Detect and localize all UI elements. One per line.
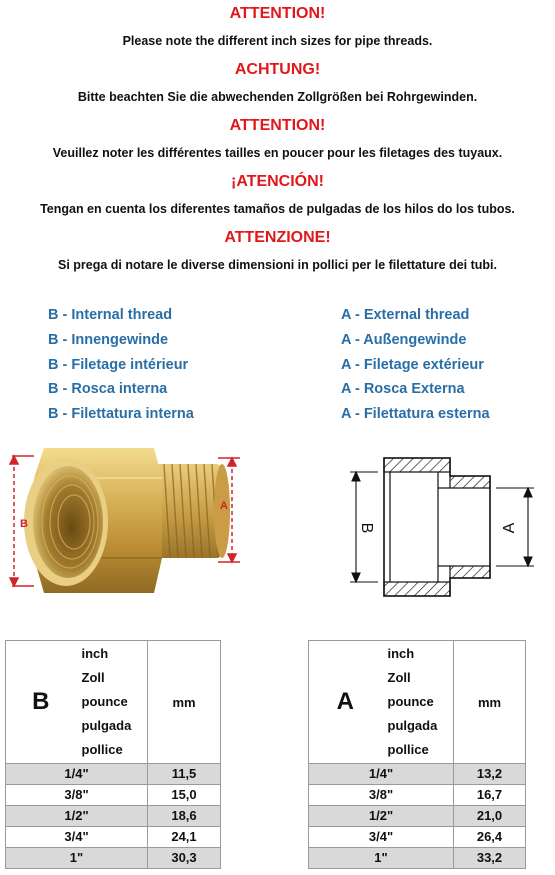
- notice-text: Si prega di notare le diverse dimensioni in pollici per le filettature dei tubi.: [58, 258, 497, 272]
- brass-reducer-photo: [4, 438, 249, 606]
- notice-heading: ¡ATENCIÓN!: [230, 173, 325, 190]
- notice-es: [0, 172, 555, 218]
- table-row: 3/8" 15,0: [6, 785, 221, 806]
- legend-a-item: A - External thread: [341, 307, 470, 323]
- table-row: 1/2" 18,6: [6, 806, 221, 827]
- table-row: 1/2" 21,0: [309, 806, 526, 827]
- size-table-a: [308, 640, 526, 869]
- table-row: 1/4" 11,5: [6, 764, 221, 785]
- notice-en: [0, 4, 555, 50]
- table-row: 3/4" 26,4: [309, 827, 526, 848]
- notice-heading: ATTENZIONE!: [224, 229, 331, 246]
- legend-a-item: A - Filetage extérieur: [341, 356, 484, 373]
- notice-de: [0, 60, 555, 106]
- table-letter-a: A: [309, 641, 382, 764]
- table-header: [309, 641, 526, 764]
- reducer-schematic: [334, 448, 546, 608]
- table-letter-b: B: [6, 641, 76, 764]
- table-header: [6, 641, 221, 764]
- mm-header: mm: [454, 641, 526, 764]
- unit-header: inch Zoll pounce pulgada pollice: [382, 641, 454, 764]
- notice-heading: ACHTUNG!: [234, 61, 321, 78]
- unit-header: inch Zoll pounce pulgada pollice: [76, 641, 148, 764]
- legend-a-item: A - Filettatura esterna: [341, 406, 490, 423]
- table-row: 3/4" 24,1: [6, 827, 221, 848]
- notice-text: Please note the different inch sizes for pipe threads.: [122, 34, 433, 48]
- legend-b-item: B - Filetage intérieur: [48, 356, 189, 373]
- notice-heading: ATTENTION!: [229, 117, 326, 134]
- table-row: 1" 30,3: [6, 848, 221, 869]
- mm-header: mm: [148, 641, 221, 764]
- legend-a-item: A - Außengewinde: [341, 331, 467, 348]
- notice-text: Veuillez noter les différentes tailles en poucer pour les filetages des tuyaux.: [52, 146, 503, 160]
- notice-text: Bitte beachten Sie die abwechenden Zollgrößen bei Rohrgewinden.: [77, 90, 478, 104]
- schematic-label-b: B: [358, 522, 375, 534]
- legend-internal-thread: [48, 303, 194, 427]
- table-row: 1/4" 13,2: [309, 764, 526, 785]
- legend-a-item: A - Rosca Externa: [341, 381, 465, 398]
- table-row: 1" 33,2: [309, 848, 526, 869]
- notice-fr: [0, 116, 555, 162]
- notice-text: Tengan en cuenta los diferentes tamaños de pulgadas de los hilos do los tubos.: [40, 202, 515, 216]
- legend-b-item: B - Rosca interna: [48, 381, 168, 398]
- legend-b-item: B - Filettatura interna: [48, 406, 194, 423]
- notice-heading: ATTENTION!: [229, 5, 326, 22]
- legend-b-item: B - Internal thread: [48, 307, 173, 323]
- photo-label-a: A: [220, 500, 228, 512]
- photo-label-b: B: [20, 518, 28, 530]
- notice-it: [0, 228, 555, 274]
- table-row: 3/8" 16,7: [309, 785, 526, 806]
- legend-b-item: B - Innengewinde: [48, 331, 169, 348]
- size-table-b: [5, 640, 221, 869]
- legend-external-thread: [341, 303, 490, 427]
- schematic-label-a: A: [501, 522, 518, 534]
